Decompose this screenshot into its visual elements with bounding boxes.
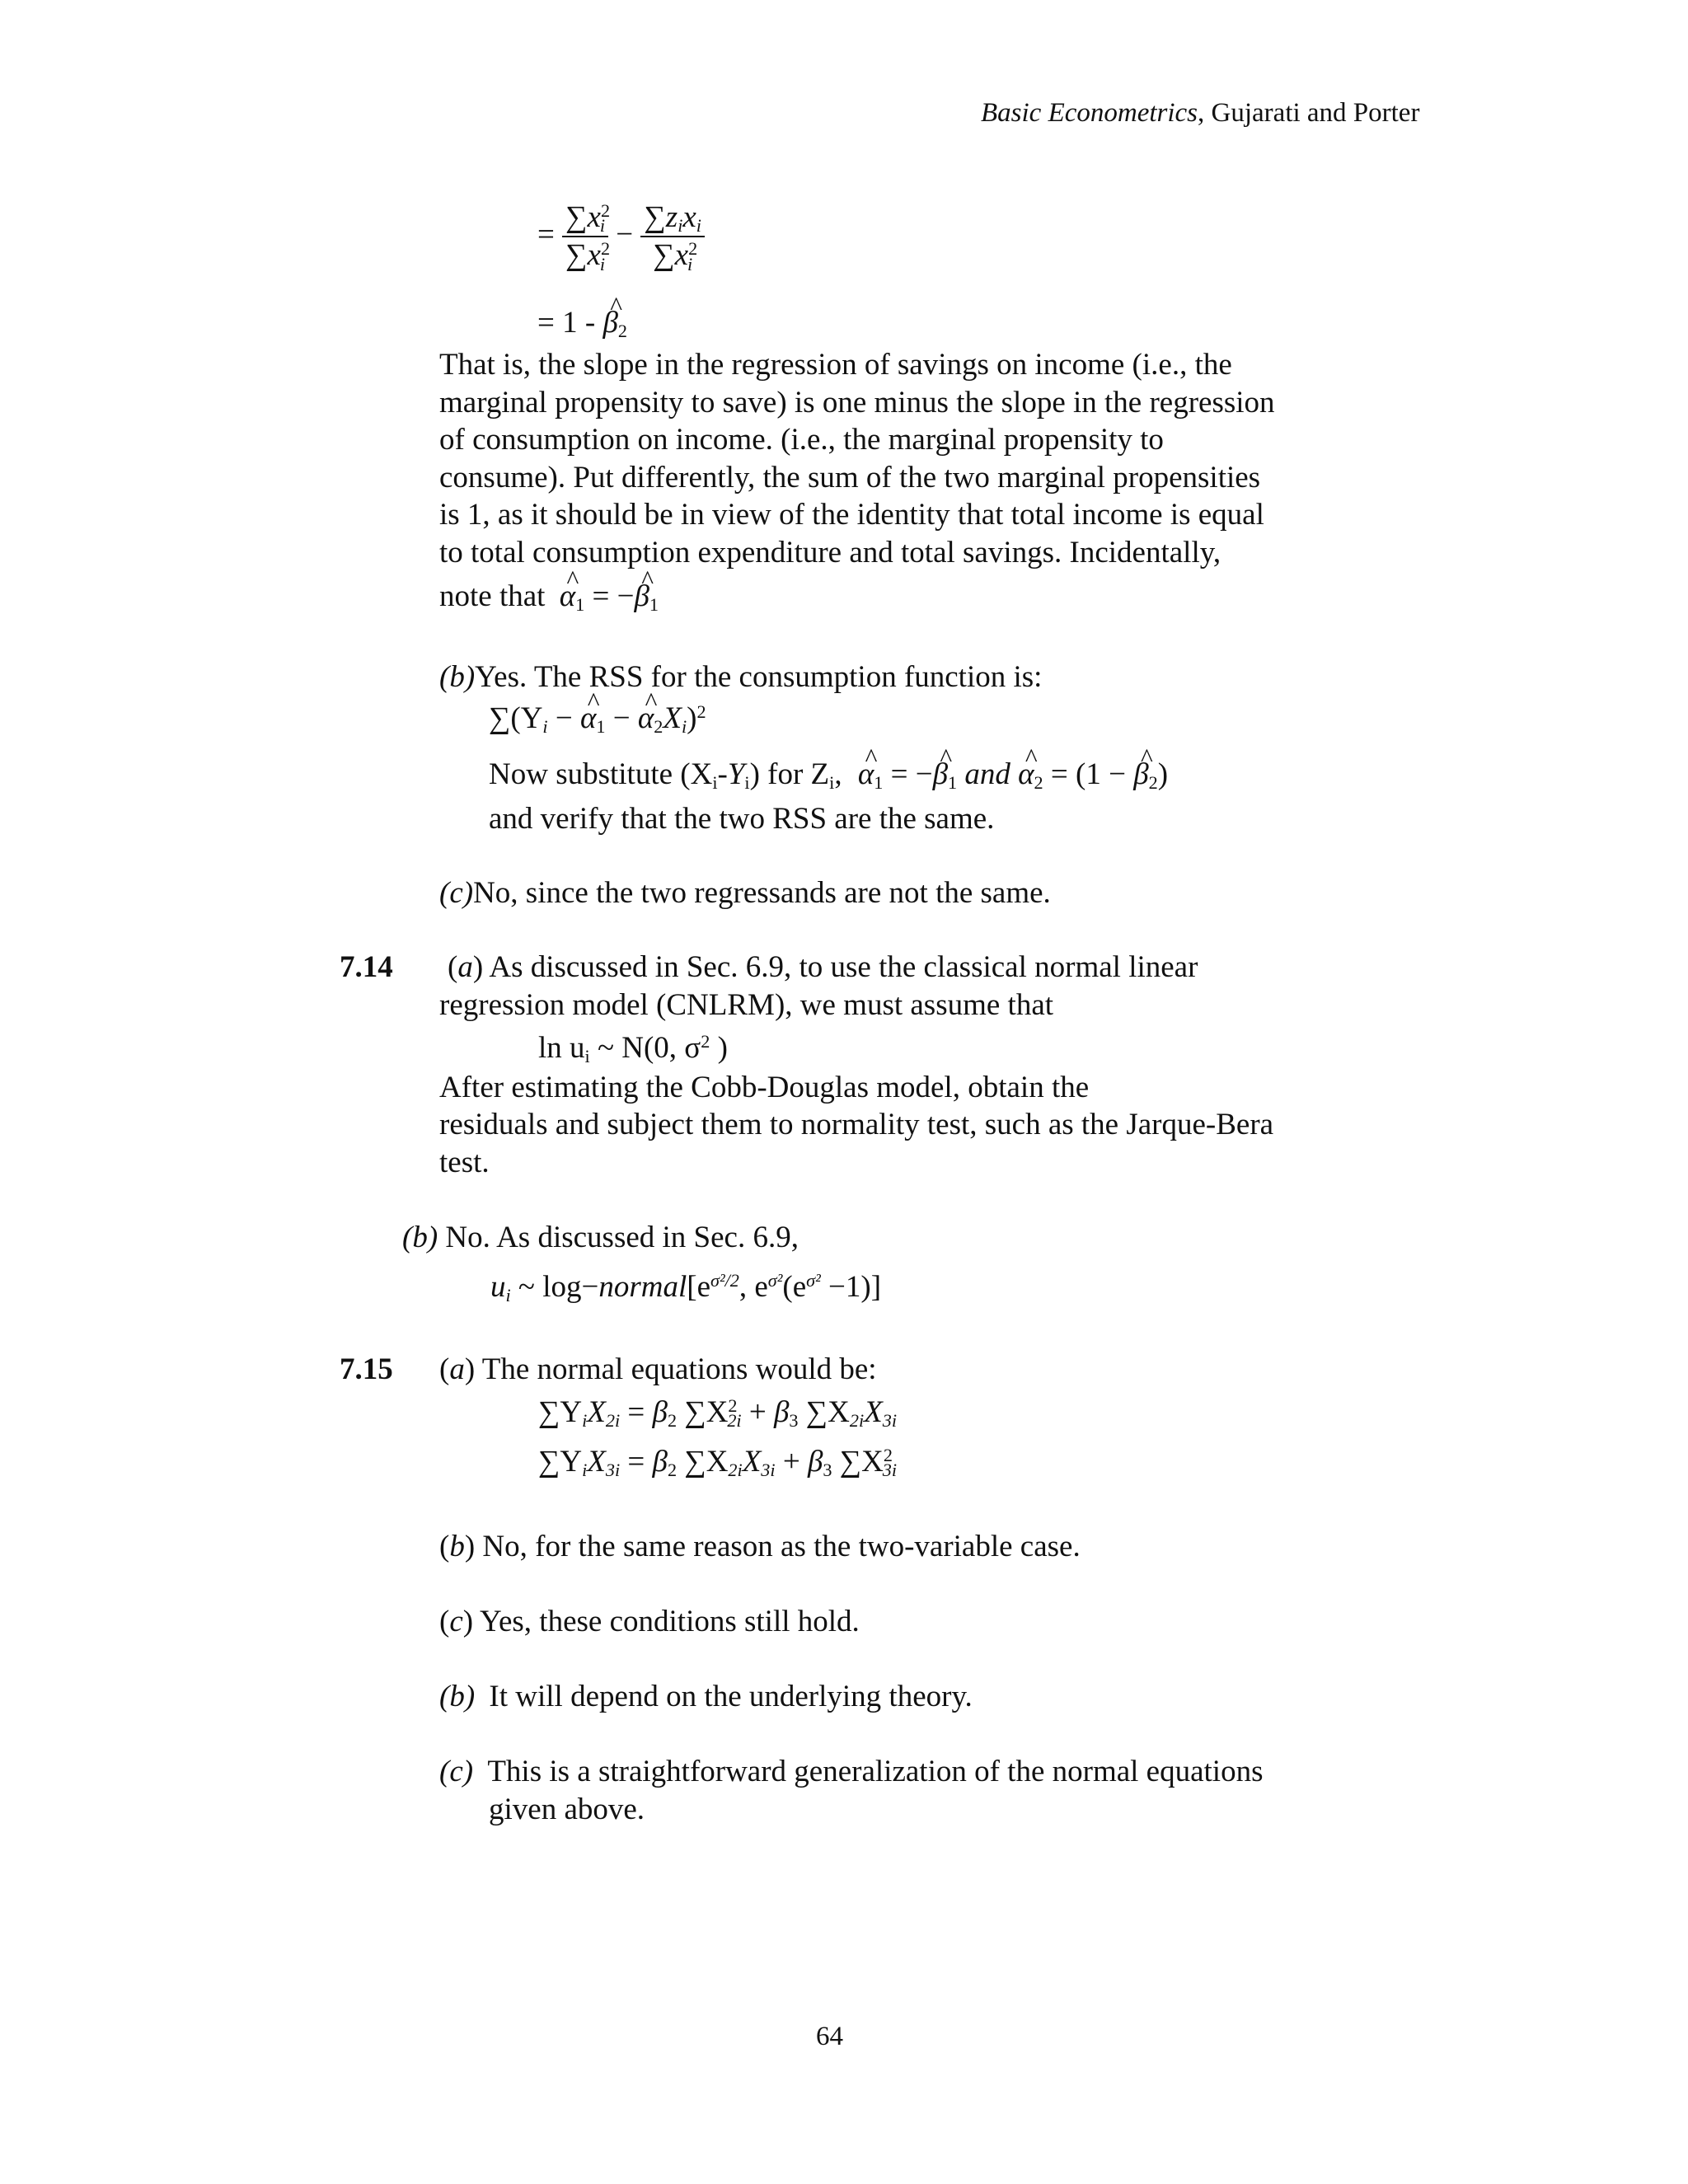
question-number: 7.15 xyxy=(340,1352,393,1386)
paragraph-line: marginal propensity to save) is one minus the slope in the regression xyxy=(439,385,1275,419)
book-title: Basic Econometrics xyxy=(981,98,1198,128)
book-authors: , Gujarati and Porter xyxy=(1198,98,1420,128)
q714-part-a: (a) As discussed in Sec. 6.9, to use the classical normal linear xyxy=(448,950,1198,984)
fraction-one-numerator: $\sum x^2_i$ xyxy=(565,199,611,237)
q715-part-c: (c) Yes, these conditions still hold. xyxy=(439,1605,860,1638)
beta-hat: ^ β xyxy=(603,305,617,341)
part-c-statement: (c)No, since the two regressands are not the same. xyxy=(439,876,1051,910)
q714-part-b: (b) No. As discussed in Sec. 6.9, xyxy=(402,1221,799,1254)
fraction-two xyxy=(640,199,705,274)
substitution-line: Now substitute $(X_i-Y_i)$ for $Z_i$, ^ $\alpha_1$ = −^ $\beta_1$ and ^ $\alpha_2 = (1$ − ^ $\beta_2$) xyxy=(489,757,1168,793)
question-number: 7.14 xyxy=(340,950,393,984)
derivation-result: = 1 - ^ $\beta_2$ xyxy=(537,305,627,341)
q714-line2: regression model (CNLRM), we must assume that xyxy=(439,988,1054,1022)
normal-equation-2: $\sum Y_iX_{3i} = \beta_2$ $\sum X_{2i}X_{3i} + \beta_3$ $\sum X^2_{3i}$ xyxy=(538,1444,897,1481)
q714-line5: residuals and subject them to normality test, such as the Jarque-Bera xyxy=(439,1108,1274,1141)
page-number: 64 xyxy=(816,2022,843,2051)
lognormal-formula: $u_i$ ~ $\log-normal[e^{\sigma^2/2}$, $e^{\sigma^2}(e^{\sigma^2} -1)$] xyxy=(490,1269,882,1306)
fraction-two-numerator: $\sum z_ix_i$ xyxy=(644,200,701,237)
paragraph-line: of consumption on income. (i.e., the marginal propensity to xyxy=(439,423,1164,457)
q715-part-a: (a) The normal equations would be: xyxy=(439,1352,877,1386)
paragraph-line: That is, the slope in the regression of savings on income (i.e., the xyxy=(439,348,1232,382)
normal-equation-1: $\sum Y_iX_{2i} = \beta_2$ $\sum X^2_{2i} + \beta_3$ $\sum X_{2i}X_{3i}$ xyxy=(538,1394,897,1432)
explanation-paragraph xyxy=(439,346,1362,571)
verify-line: and verify that the two RSS are the same. xyxy=(489,802,995,836)
q714-line6: test. xyxy=(439,1146,490,1179)
q715-part-b: (b) No, for the same reason as the two-variable case. xyxy=(439,1530,1081,1563)
paragraph-line: consume). Put differently, the sum of the two marginal propensities xyxy=(439,460,1261,494)
q715-part-b2: (b) It will depend on the underlying theory. xyxy=(439,1680,973,1713)
rss-formula: $\sum(Y_i$ − ^ $\alpha_1$ − ^ $\alpha_2X_i)^2$ xyxy=(489,701,706,737)
fraction-two-denominator: $\sum x^2_i$ xyxy=(640,236,705,274)
running-header xyxy=(981,97,1419,130)
derivation-fraction-line xyxy=(537,199,705,274)
part-b-statement: (b)Yes. The RSS for the consumption function is: xyxy=(439,660,1043,694)
equals-sign: = xyxy=(537,217,555,251)
q715-part-c2-continued: given above. xyxy=(489,1793,645,1826)
paragraph-line: to total consumption expenditure and total savings. Incidentally, xyxy=(439,535,1221,569)
note-line: note that ^ $\alpha_1$ = −^ $\beta_1$ xyxy=(439,579,659,615)
fraction-one xyxy=(562,199,611,274)
fraction-one-denominator: $\sum x^2_i$ xyxy=(562,236,608,274)
q714-distribution: $\ln u_i$ ~ N(0, $\sigma^2$ ) xyxy=(538,1030,728,1067)
paragraph-line: is 1, as it should be in view of the identity that total income is equal xyxy=(439,498,1264,532)
minus-sign: − xyxy=(616,217,634,251)
q714-line4: After estimating the Cobb-Douglas model, obtain the xyxy=(439,1071,1090,1104)
q715-part-c2: (c) This is a straightforward generalization of the normal equations xyxy=(439,1755,1264,1788)
